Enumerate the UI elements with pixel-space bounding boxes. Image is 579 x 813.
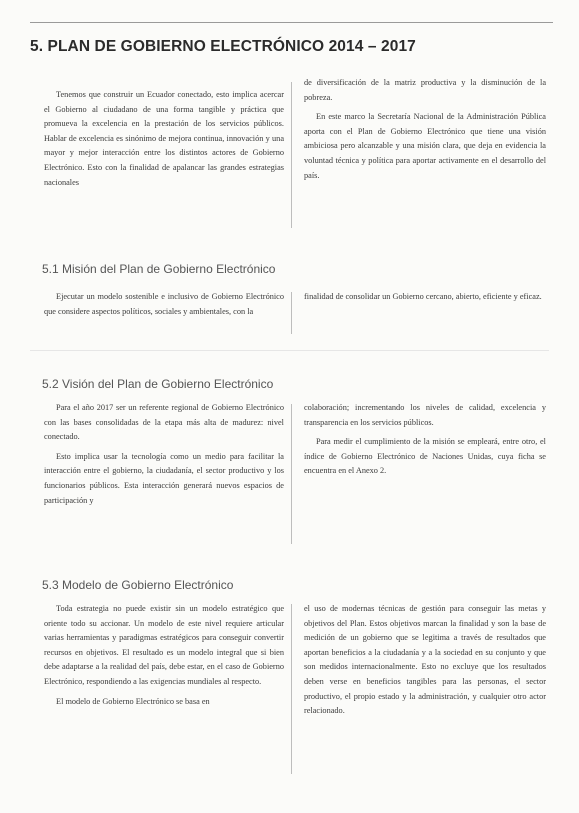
intro-right-paragraph-2: En este marco la Secretaría Nacional de la Administración Pública aporta con el Plan de Gobierno Electrónico que tiene una visión ambiciosa pero alcanzable y una misión clara, que deja en evidencia la voluntad técnica y política para aportar activamente en el desarrollo del país. (304, 112, 546, 180)
intro-left-paragraph: Tenemos que construir un Ecuador conectado, esto implica acercar el Gobierno al ciudadano de una forma tangible y práctica que promueva la excelencia en la prestación de los servicios públicos. Hablar de excelencia es sinónimo de mejora continua, innovación y una mayor y mejor interacción entre los distintos actores de Gobierno Electrónico. Esto con la finalidad de apalancar las grandes estrategias nacionales (44, 90, 284, 187)
vision-left-paragraph-2: Esto implica usar la tecnología como un medio para facilitar la interacción entre el gobierno, la ciudadanía, el sector productivo y los funcionarios públicos. Esta interacción generará nuevos espacios de participación y (44, 451, 284, 505)
column-divider (291, 292, 292, 334)
section-title-modelo: 5.3 Modelo de Gobierno Electrónico (42, 578, 234, 592)
column-divider (291, 404, 292, 544)
mision-right-paragraph: finalidad de consolidar un Gobierno cercano, abierto, eficiente y eficaz. (304, 292, 542, 301)
vision-left-paragraph-1: Para el año 2017 ser un referente regional de Gobierno Electrónico con las bases consolidadas de la etapa más alta de madurez: nivel conectado. (44, 403, 284, 442)
page-title: 5. PLAN DE GOBIERNO ELECTRÓNICO 2014 – 2017 (30, 38, 416, 55)
section-separator (30, 350, 549, 351)
column-divider (291, 604, 292, 774)
mision-left-paragraph: Ejecutar un modelo sostenible e inclusivo de Gobierno Electrónico que considere aspectos políticos, sociales y ambientales, con la (44, 292, 284, 316)
intro-right-column (304, 76, 546, 188)
modelo-right-paragraph: el uso de modernas técnicas de gestión para conseguir las metas y objetivos del Plan. Estos objetivos marcan la finalidad y son la base de medición de un gobierno que se legitima a través de resultados que aportan beneficios a la ciudadanía y a la sociedad en su conjunto y que son medidos internacionalmente. Esto no excluye que los resultados deben verse en beneficios tangibles para las personas, el sector productivo, el propio estado y la administración, y cualquier otro actor relacionado. (304, 604, 546, 716)
vision-right-paragraph-2: Para medir el cumplimiento de la misión se empleará, entre otro, el índice de Gobierno Electrónico de Naciones Unidas, cuya ficha se encuentra en el Anexo 2. (304, 437, 546, 476)
mision-right-column (304, 290, 546, 310)
vision-left-column (44, 401, 284, 513)
modelo-left-paragraph-1: Toda estrategia no puede existir sin un modelo estratégico que oriente todo su accionar. Un modelo de este nivel requiere articular varias herramientas y paradigmas estratégicos para conseguir convertir recursos en objetivos. El resultado es un modelo integral que si bien debe adaptarse a la realidad del país, debe estar, en el caso de Gobierno Electrónico, respondiendo a las exigencias mundiales al respecto. (44, 604, 284, 686)
vision-right-column (304, 401, 546, 484)
top-rule (30, 22, 553, 23)
vision-right-paragraph-1: colaboración; incrementando los niveles de calidad, excelencia y transparencia en los servicios públicos. (304, 403, 546, 427)
intro-right-paragraph-1: de diversificación de la matriz productiva y la disminución de la pobreza. (304, 78, 546, 102)
modelo-left-paragraph-2: El modelo de Gobierno Electrónico se basa en (56, 696, 210, 706)
modelo-left-column (44, 602, 284, 714)
modelo-right-column (304, 602, 546, 724)
section-title-vision: 5.2 Visión del Plan de Gobierno Electrónico (42, 377, 274, 391)
column-divider (291, 82, 292, 228)
section-title-mision: 5.1 Misión del Plan de Gobierno Electrónico (42, 262, 276, 276)
mision-left-column (44, 290, 284, 324)
intro-left-column (44, 88, 284, 195)
